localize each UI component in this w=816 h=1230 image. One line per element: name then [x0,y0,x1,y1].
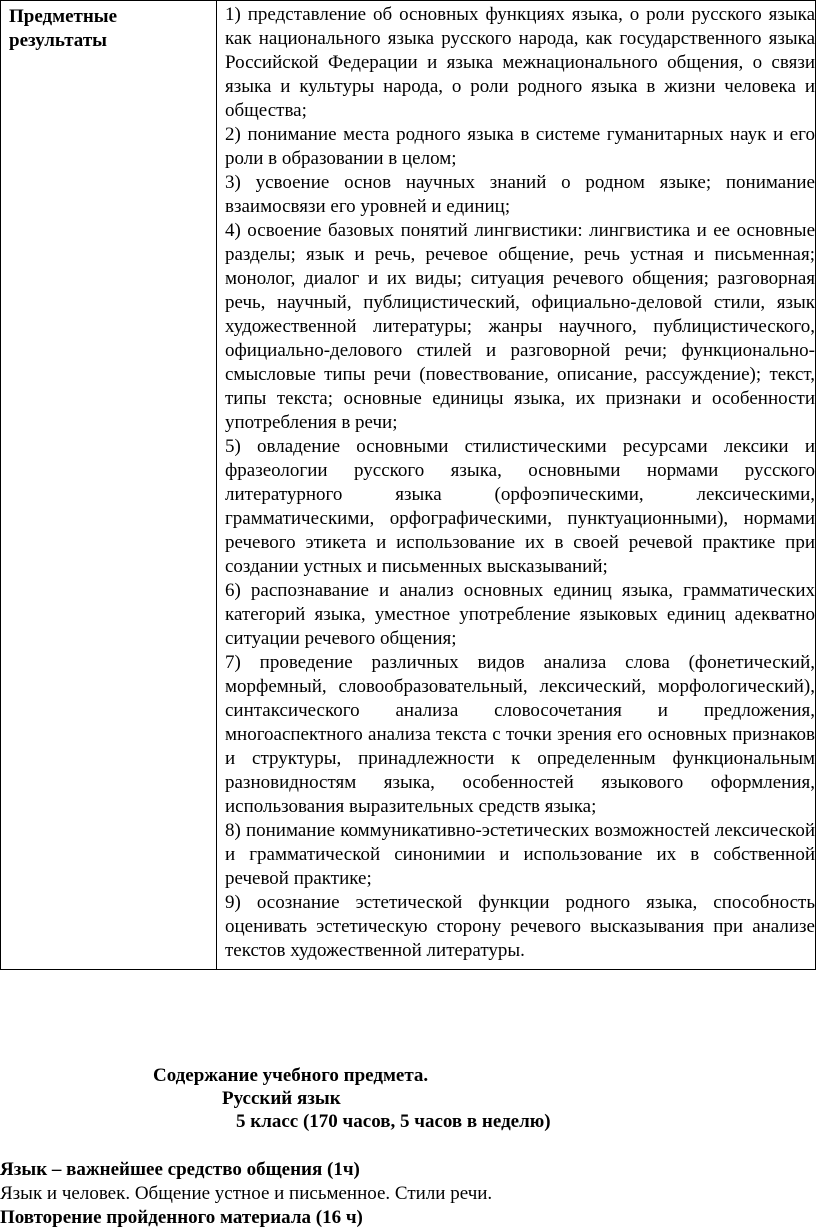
result-item-3: 3) усвоение основ научных знаний о родном языке; понимание взаимосвязи его уровней и единиц; [225,172,815,217]
section-heading-2: Повторение пройденного материала (16 ч) [0,1207,363,1228]
results-label: Предметные результаты [9,6,118,51]
section-text-1: Язык и человек. Общение устное и письменное. Стили речи. [0,1183,493,1204]
result-item-5: 5) овладение основными стилистическими ресурсами лексики и фразеологии русского языка, основными нормами русского литературного языка (орфоэпическими, лексическими, грамматическими, орфографическими, пунктуационными), нормами речевого этикета и использование их в своей речевой практике при создании устных и письменных высказываний; [225,436,815,577]
section-heading-1: Язык – важнейшее средство общения (1ч) [0,1159,360,1180]
subject-title: Русский язык [222,1088,341,1109]
results-list-cell [217,1,816,970]
results-label-cell [1,1,217,970]
grade-title: 5 класс (170 часов, 5 часов в неделю) [236,1111,551,1132]
result-item-8: 8) понимание коммуникативно-эстетических возможностей лексической и грамматической синонимии и использование их в собственной речевой практике; [225,820,815,889]
result-item-4: 4) освоение базовых понятий лингвистики: лингвистика и ее основные разделы; язык и речь, речевое общение, речь устная и письменная; монолог, диалог и их виды; ситуация речевого общения; разговорная речь, научный, публицистический, официально-деловой стили, язык художественной литературы; жанры научного, публицистического, официально-делового стилей и разговорной речи; функционально-смысловые типы речи (повествование, описание, рассуждение); текст, типы текста; основные единицы языка, их признаки и особенности употребления в речи; [225,220,815,433]
result-item-2: 2) понимание места родного языка в системе гуманитарных наук и его роли в образовании в целом; [225,124,815,169]
content-title: Содержание учебного предмета. [153,1065,429,1086]
result-item-9: 9) осознание эстетической функции родного языка, способность оценивать эстетическую сторону речевого высказывания при анализе текстов художественной литературы. [225,892,815,961]
result-item-1: 1) представление об основных функциях языка, о роли русского языка как национального языка русского народа, как государственного языка Российской Федерации и языка межнационального общения, о связи языка и культуры народа, о роли родного языка в жизни человека и общества; [225,4,815,121]
result-item-7: 7) проведение различных видов анализа слова (фонетический, морфемный, словообразовательный, лексический, морфологический), синтаксического анализа словосочетания и предложения, многоаспектного анализа текста с точки зрения его основных признаков и структуры, принадлежности к определенным функциональным разновидностям языка, особенностей языкового оформления, использования выразительных средств языка; [225,652,815,817]
result-item-6: 6) распознавание и анализ основных единиц языка, грамматических категорий языка, уместное употребление языковых единиц адекватно ситуации речевого общения; [225,580,815,649]
table-row [1,1,816,970]
